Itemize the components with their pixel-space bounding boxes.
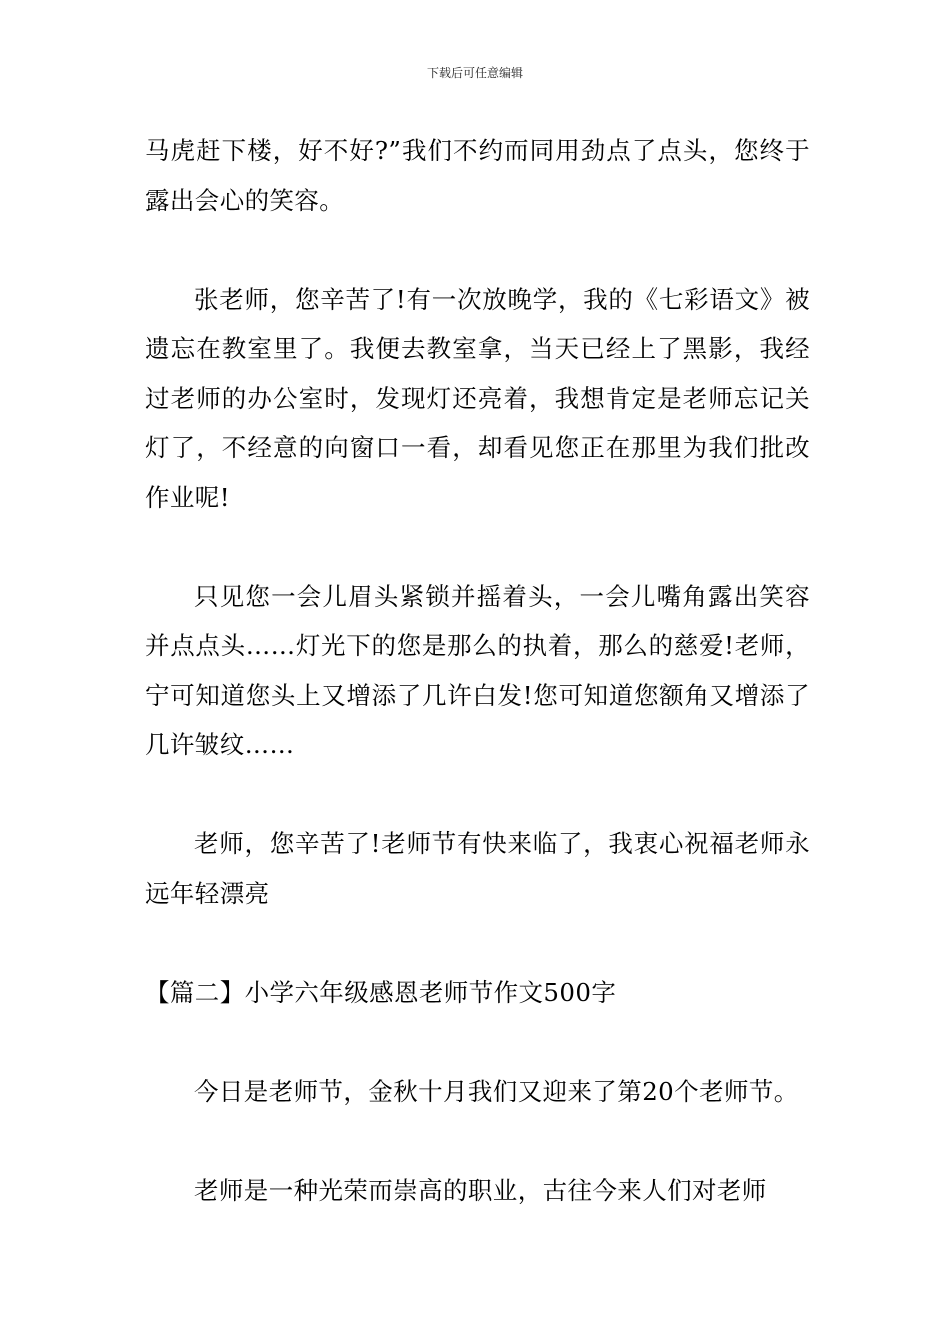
paragraph-gap bbox=[145, 522, 810, 572]
paragraph-5: 今日是老师节，金秋十月我们又迎来了第20个老师节。 bbox=[194, 1076, 799, 1106]
paragraph-3: 只见您一会儿眉头紧锁并摇着头，一会儿嘴角露出笑容并点点头……灯光下的您是那么的执着，那么的慈爱!老师，宁可知道您头上又增添了几许白发!您可知道您额角又增添了几许皱纹…… bbox=[145, 581, 810, 759]
paragraph-4: 老师，您辛苦了!老师节有快来临了，我衷心祝福老师永远年轻漂亮 bbox=[145, 829, 810, 908]
paragraph-gap bbox=[145, 1116, 810, 1166]
paragraph-1: 马虎赶下楼，好不好?”我们不约而同用劲点了点头，您终于露出会心的笑容。 bbox=[145, 136, 810, 215]
paragraph-gap bbox=[145, 225, 810, 275]
document-body bbox=[145, 126, 810, 1215]
paragraph-gap bbox=[145, 918, 810, 968]
paragraph-2: 张老师，您辛苦了!有一次放晚学，我的《七彩语文》被遗忘在教室里了。我便去教室拿，当天已经上了黑影，我经过老师的办公室时，发现灯还亮着，我想肯定是老师忘记关灯了，不经意的向窗口一看，却看见您正在那里为我们批改作业呢! bbox=[145, 284, 810, 512]
paragraph-6: 老师是一种光荣而崇高的职业，古往今来人们对老师 bbox=[194, 1175, 767, 1205]
section-heading: 【篇二】小学六年级感恩老师节作文500字 bbox=[145, 977, 617, 1007]
paragraph-gap bbox=[145, 1017, 810, 1067]
paragraph-gap bbox=[145, 770, 810, 820]
page-header: 下载后可任意编辑 bbox=[426, 66, 523, 80]
